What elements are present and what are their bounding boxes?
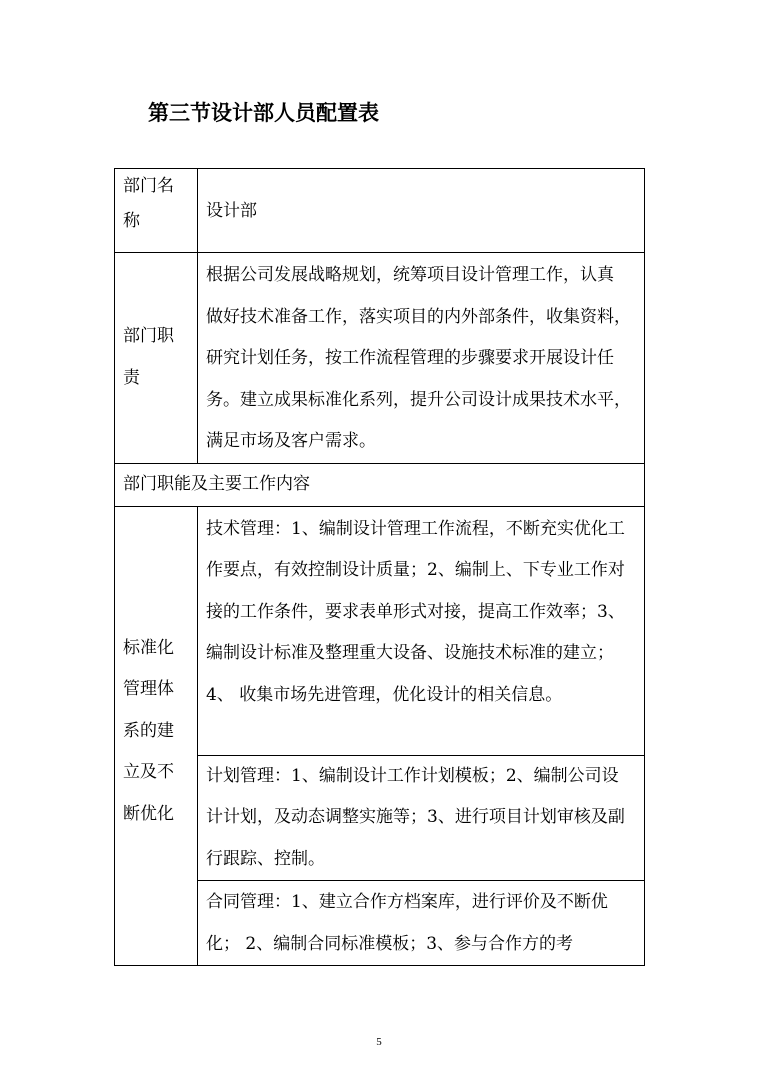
dept-duty-value: 根据公司发展战略规划，统筹项目设计管理工作，认真 做好技术准备工作，落实项目的内外部条件，收集资料， 研究计划任务，按工作流程管理的步骤要求开展设计任 务。建立成果标准化系列，提升公司设计成果技术水平， 满足市场及客户需求。	[198, 253, 645, 464]
staffing-table	[114, 168, 645, 966]
table-row-dept-name	[115, 169, 645, 253]
dept-duty-label: 部门职责	[115, 253, 198, 464]
standardization-label: 标准化管理体系的建立及不断优化	[115, 506, 198, 966]
dept-name-value: 设计部	[198, 169, 645, 253]
table-row-tech-mgmt	[115, 506, 645, 755]
plan-mgmt-text: 计划管理：1、编制设计工作计划模板；2、编制公司设 计计划，及动态调整实施等；3、进行项目计划审核及副 行跟踪、控制。	[198, 755, 645, 881]
tech-mgmt-text: 技术管理：1、编制设计管理工作流程，不断充实优化工 作要点，有效控制设计质量；2、编制上、下专业工作对 接的工作条件，要求表单形式对接，提高工作效率；3、 编制设计标准及整理重大设备、设施技术标准的建立；4、 收集市场先进管理，优化设计的相关信息。	[198, 506, 645, 755]
table-row-dept-duty	[115, 253, 645, 464]
table-row-section-header	[115, 463, 645, 506]
page-title: 第三节设计部人员配置表	[148, 101, 379, 125]
section-header: 部门职能及主要工作内容	[115, 463, 645, 506]
contract-mgmt-text: 合同管理：1、建立合作方档案库，进行评价及不断优化； 2、编制合同标准模板；3、参与合作方的考	[198, 881, 645, 966]
page-number: 5	[376, 1036, 382, 1048]
dept-name-label: 部门名称	[115, 169, 198, 253]
